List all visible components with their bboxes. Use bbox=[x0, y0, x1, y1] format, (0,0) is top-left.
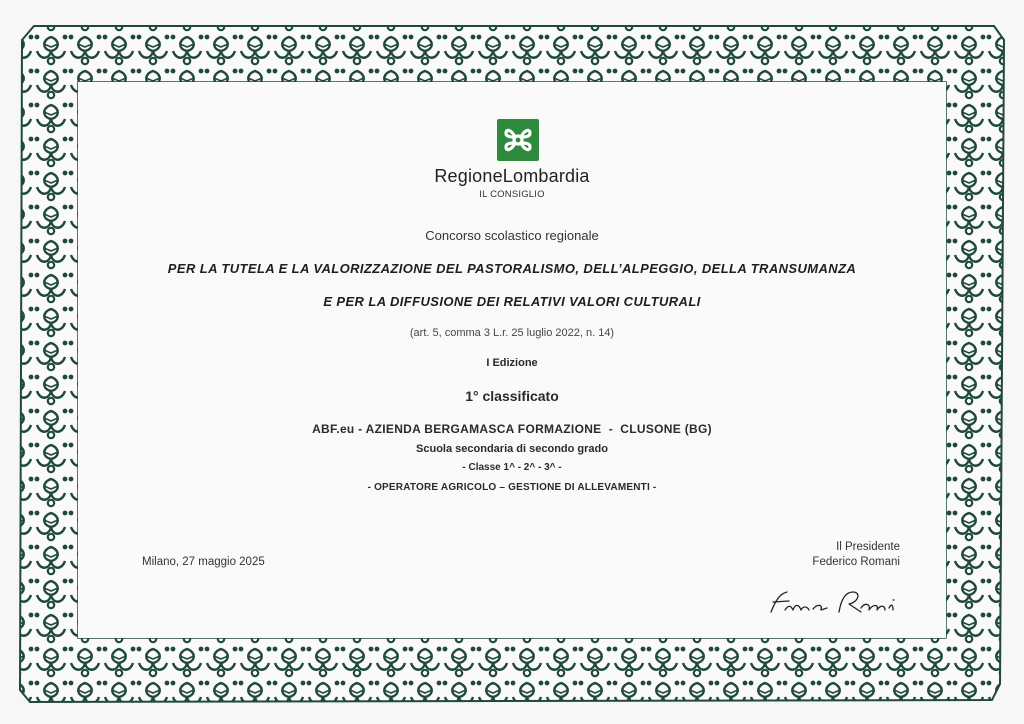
regione-lombardia-logo-icon bbox=[497, 119, 539, 161]
issue-date: Milano, 27 maggio 2025 bbox=[142, 556, 265, 568]
classes: - Classe 1^ - 2^ - 3^ - bbox=[462, 462, 562, 473]
course: - OPERATORE AGRICOLO – GESTIONE DI ALLEVAMENTI - bbox=[367, 482, 657, 493]
signatory-name: Federico Romani bbox=[812, 556, 900, 568]
title-line-2: E PER LA DIFFUSIONE DEI RELATIVI VALORI CULTURALI bbox=[323, 294, 701, 309]
logo-text: RegioneLombardia bbox=[434, 166, 590, 186]
contest-type: Concorso scolastico regionale bbox=[425, 228, 599, 243]
law-reference: (art. 5, comma 3 L.r. 25 luglio 2022, n. 14) bbox=[409, 327, 615, 339]
school-name: ABF.eu - AZIENDA BERGAMASCA FORMAZIONE - CLUSONE (BG) bbox=[312, 422, 712, 436]
school-level: Scuola secondaria di secondo grado bbox=[416, 443, 608, 455]
handwritten-signature bbox=[765, 582, 905, 622]
edition: I Edizione bbox=[486, 357, 538, 369]
placement: 1° classificato bbox=[465, 388, 559, 404]
title-line-1: PER LA TUTELA E LA VALORIZZAZIONE DEL PASTORALISMO, DELL’ALPEGGIO, DELLA TRANSUMANZA bbox=[167, 261, 857, 276]
logo-subtitle: IL CONSIGLIO bbox=[479, 189, 545, 200]
signatory-title: Il Presidente bbox=[836, 541, 900, 553]
